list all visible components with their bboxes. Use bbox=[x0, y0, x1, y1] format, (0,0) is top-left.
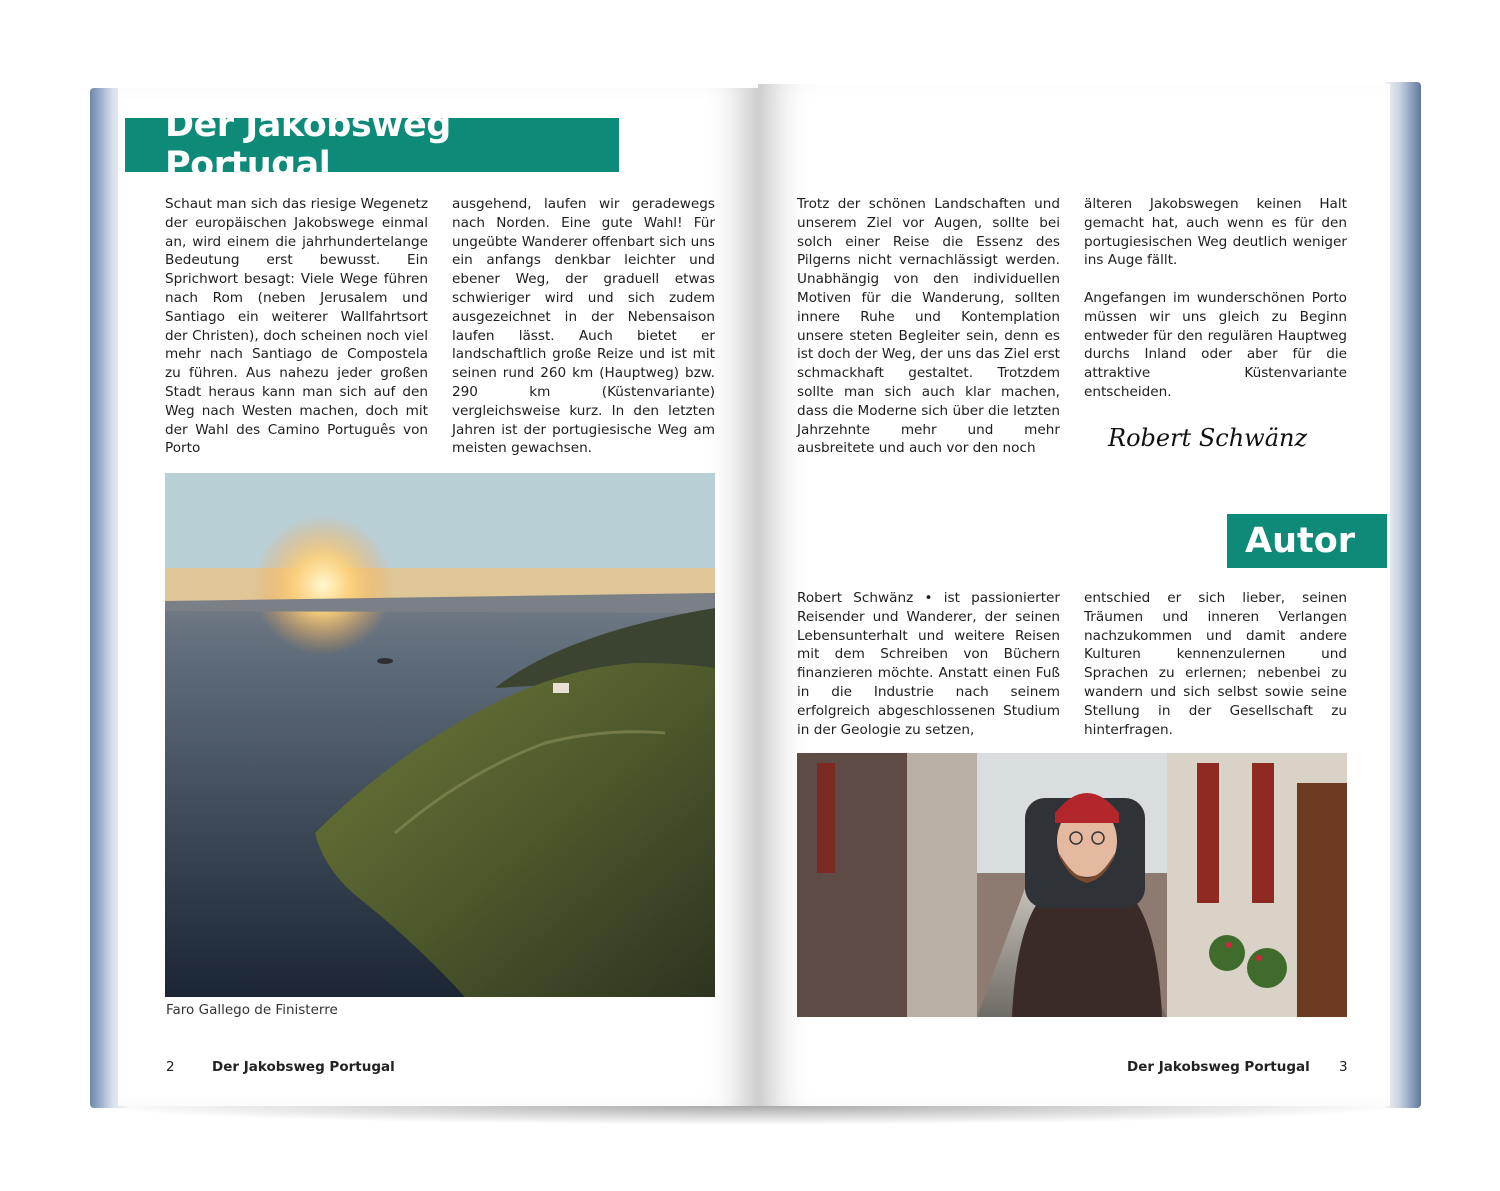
author-column-1 bbox=[797, 589, 1060, 739]
text-column-left-2 bbox=[452, 195, 715, 458]
paragraph: Robert Schwänz • ist passionierter Reisender und Wanderer, der seinen Lebensunterhalt und weitere Reisen mit dem Schreiben von Büchern finanzieren möchte. Anstatt einen Fuß in die Industrie nach seinem erfolgreich abgeschlossenen Studium in der Geologie zu setzen, bbox=[797, 590, 1060, 738]
text-column-right-2 bbox=[1084, 195, 1347, 402]
svg-text:Robert Schwänz: Robert Schwänz bbox=[1108, 424, 1308, 452]
paragraph: Trotz der schönen Landschaften und unserem Ziel vor Augen, sollte bei solch einer Reise die Essenz des Pilgerns nicht vernachlässigt werden. Unabhängig von den individuellen Motiven für die Wanderung, sollten innere Ruhe und Kontemplation unsere steten Begleiter sein, denn es ist doch der Weg, der uns das Ziel erst schmackhaft gestaltet. Trotzdem sollte man sich auch klar machen, dass die Moderne sich über die letzten Jahrzehnte mehr und mehr ausbreitete und auch vor den noch bbox=[797, 196, 1061, 457]
page-number-right: 3 bbox=[1339, 1059, 1348, 1075]
paragraph: entschied er sich lieber, seinen Träumen und inneren Verlangen nachzukommen und damit andere Kulturen kennenzulernen und Sprachen zu erlernen; nebenbei zu wandern und sich selbst sowie seine Stellung in der Gesellschaft zu hinterfragen. bbox=[1084, 590, 1347, 738]
paragraph: Angefangen im wunderschönen Porto müssen wir uns gleich zu Beginn entweder für den regulären Hauptweg durchs Inland oder aber für die attraktive Küstenvariante entscheiden. bbox=[1084, 289, 1347, 400]
author-column-2 bbox=[1084, 589, 1347, 739]
author-signature bbox=[1106, 418, 1316, 458]
text-column-right-1 bbox=[797, 195, 1060, 458]
paragraph: Schaut man sich das riesige Wegenetz der europäischen Jakobswege einmal an, wird einem die jahrhundertelange Bedeutung erst bewusst. Ein Sprichwort besagt: Viele Wege führen nach Rom (neben Jerusalem und Santiago ein weiterer Wallfahrtsort der Christen), doch scheinen noch viel mehr nach Santiago de Compostela zu führen. Aus nahezu jeder großen Stadt heraus kann man sich auf den Weg nach Westen machen, doch mit der Wahl des Camino Português von Porto bbox=[165, 196, 428, 457]
footer-title-text: Der Jakobsweg Portugal bbox=[1127, 1059, 1310, 1075]
lighthouse-photo bbox=[165, 473, 715, 997]
page-number-left: 2 bbox=[166, 1059, 175, 1075]
footer-title-text: Der Jakobsweg Portugal bbox=[212, 1059, 395, 1075]
page-edge-right bbox=[1385, 82, 1421, 1108]
paragraph: ausgehend, laufen wir geradewegs nach Norden. Eine gute Wahl! Für ungeübte Wanderer offenbart sich uns ein anfangs denkbar leichter und ebener Weg, der graduell etwas schwieriger wird und sich zudem ausgezeichnet in der Nebensaison laufen lässt. Auch bietet er landschaftlich große Reize und ist mit seinen rund 260 km (Hauptweg) bzw. 290 km (Küstenvariante) vergleichsweise kurz. In den letzten Jahren ist der portugiesische Weg am meisten gewachsen. bbox=[452, 196, 715, 457]
lighthouse-photo-illustration bbox=[165, 473, 715, 997]
footer-title-left bbox=[212, 1059, 395, 1075]
text-column-left-1 bbox=[165, 195, 428, 458]
page-title: Der Jakobsweg Portugal bbox=[125, 118, 619, 172]
author-photo-illustration bbox=[797, 753, 1347, 1017]
author-photo bbox=[797, 753, 1347, 1017]
footer-title-right bbox=[1127, 1059, 1310, 1075]
author-heading: Autor bbox=[1227, 514, 1387, 568]
paragraph: älteren Jakobswegen keinen Halt gemacht hat, auch wenn es für den portugiesischen Weg deutlich weniger ins Auge fällt. bbox=[1084, 196, 1347, 269]
photo-caption: Faro Gallego de Finisterre bbox=[166, 1002, 338, 1018]
